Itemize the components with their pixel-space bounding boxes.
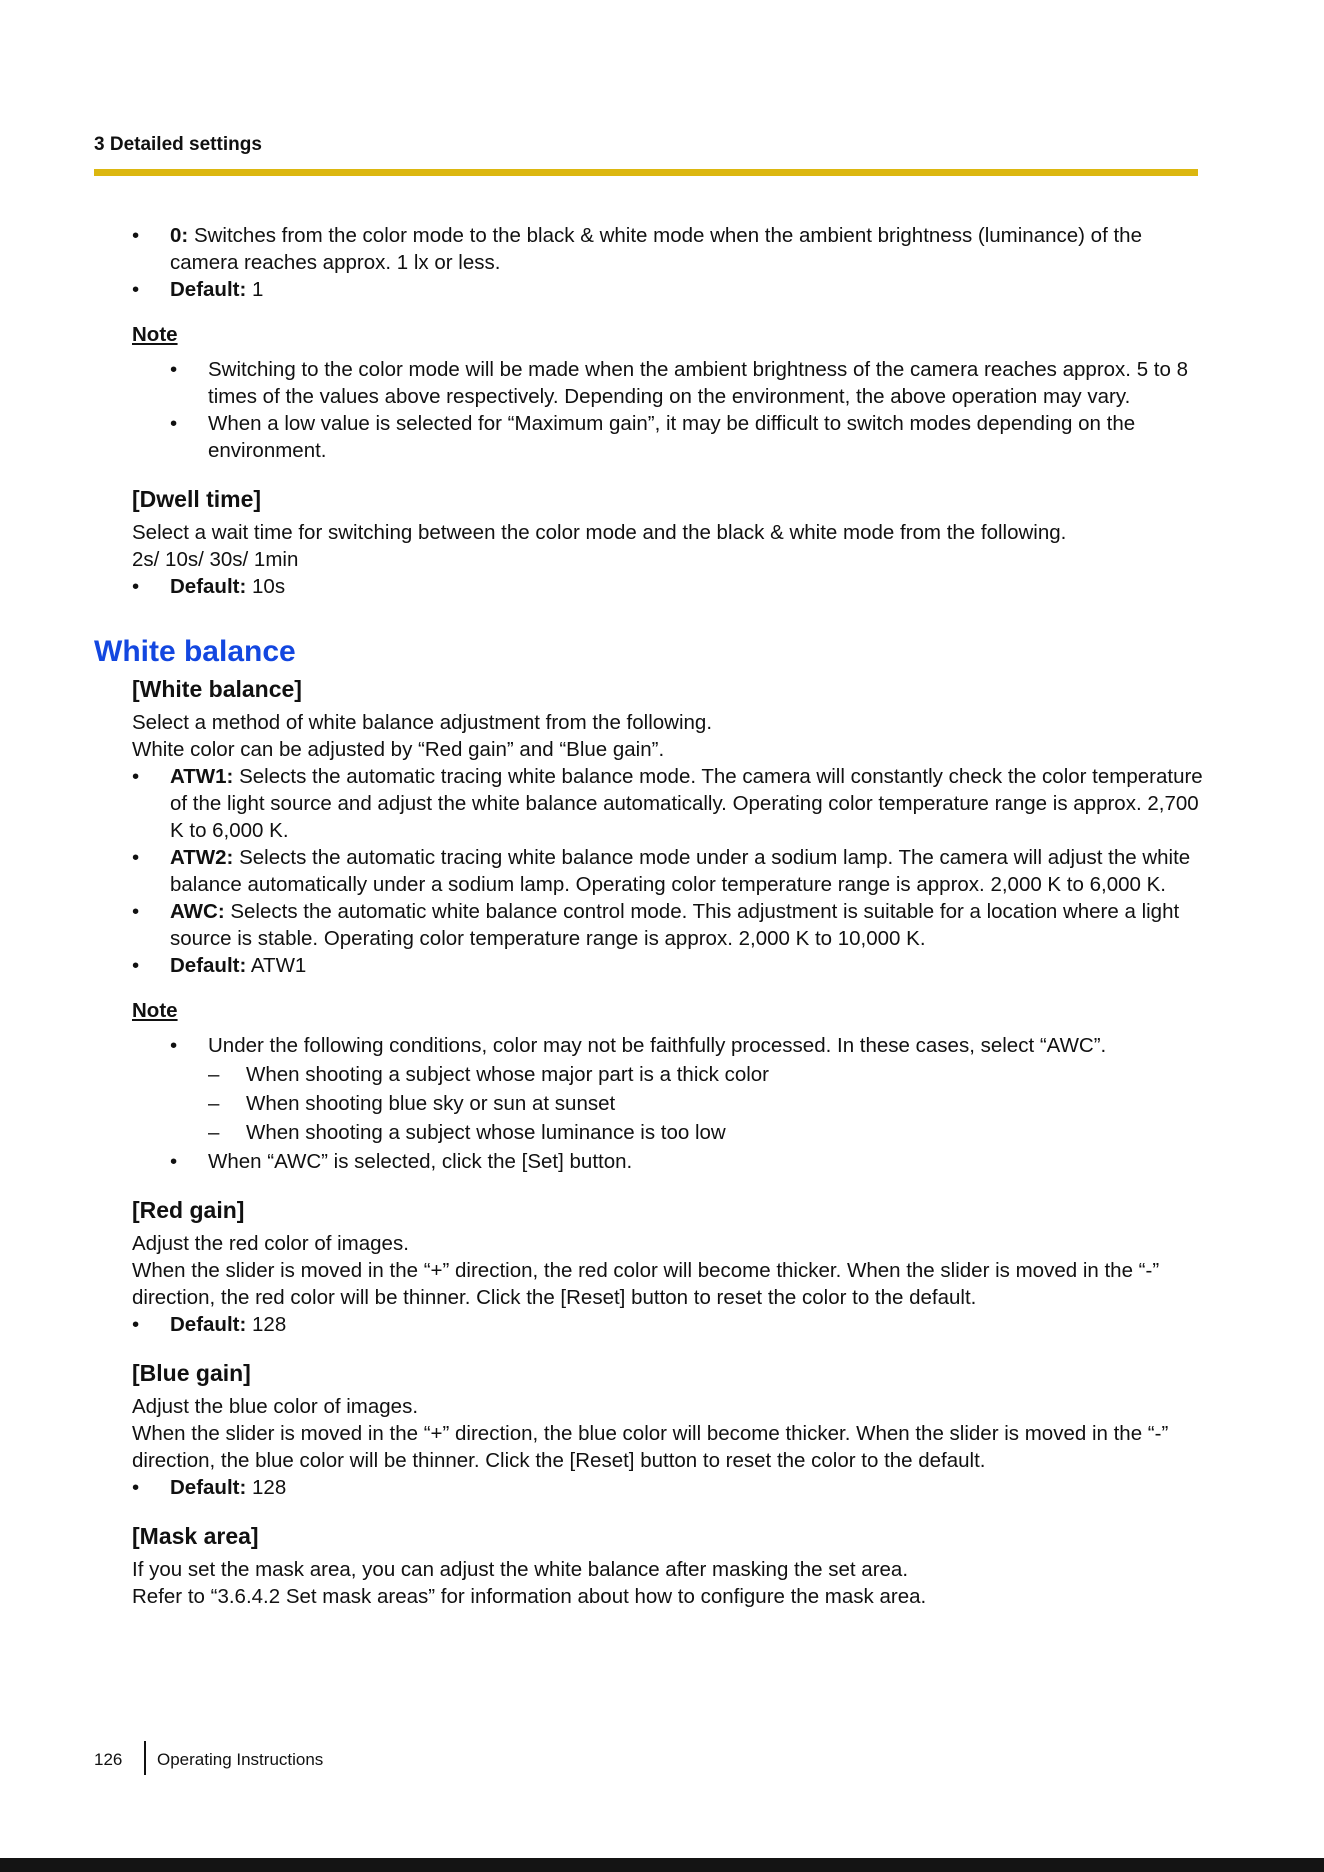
dash: – <box>208 1121 220 1144</box>
list-item: • Default: 128 <box>132 1313 287 1336</box>
note-label: Note <box>132 999 178 1022</box>
red-gain-heading: [Red gain] <box>132 1197 245 1223</box>
mask-area-heading: [Mask area] <box>132 1523 259 1549</box>
list-item: • ATW2: Selects the automatic tracing white balance mode under a sodium lamp. The camera will adjust the white balance automatically under a sodium lamp. Operating color temperature range is approx. 2,000 K to 6,000 K. <box>132 846 1191 896</box>
list-item: • Default: 10s <box>132 575 286 598</box>
red-gain-description: Adjust the red color of images. <box>132 1232 409 1255</box>
note-item: • When a low value is selected for “Maximum gain”, it may be difficult to switch modes depending on the environment. <box>170 412 1136 462</box>
note-item: • Switching to the color mode will be made when the ambient brightness of the camera reaches approx. 5 to 8 times of the values above respectively. Depending on the environment, the above operation may vary. <box>170 358 1188 408</box>
note-subitem: – When shooting a subject whose luminance is too low <box>208 1121 726 1144</box>
dash: – <box>208 1063 220 1086</box>
bullet: • <box>132 765 140 788</box>
note-label: Note <box>132 323 178 346</box>
bullet: • <box>132 224 140 247</box>
blue-gain-description: When the slider is moved in the “+” direction, the blue color will become thicker. When the slider is moved in the “-” direction, the blue color will be thinner. Click the [Reset] button to reset the color to the default. <box>132 1422 1169 1472</box>
dwell-time-heading: [Dwell time] <box>132 486 262 512</box>
mask-area-description: Refer to “3.6.4.2 Set mask areas” for information about how to configure the mask area. <box>132 1585 927 1608</box>
list-item: • ATW1: Selects the automatic tracing white balance mode. The camera will constantly check the color temperature of the light source and adjust the white balance automatically. Operating color temperature range is approx. 2,700 K to 6,000 K. <box>132 765 1203 842</box>
dash: – <box>208 1092 220 1115</box>
section-title-white-balance: White balance <box>94 635 296 668</box>
bullet: • <box>132 900 140 923</box>
page-number: 126 <box>94 1750 123 1769</box>
bullet: • <box>170 1150 178 1173</box>
note-item: • Under the following conditions, color may not be faithfully processed. In these cases, select “AWC”. <box>170 1034 1107 1057</box>
dwell-time-options: 2s/ 10s/ 30s/ 1min <box>132 548 299 571</box>
blue-gain-description: Adjust the blue color of images. <box>132 1395 419 1418</box>
mode-switch-block <box>94 222 1204 1610</box>
note-subitem: – When shooting blue sky or sun at sunset <box>208 1092 616 1115</box>
chapter-header: 3 Detailed settings <box>94 134 262 155</box>
page-bottom-edge <box>0 1858 1324 1872</box>
list-item: • Default: ATW1 <box>132 954 307 977</box>
note-subitem: – When shooting a subject whose major part is a thick color <box>208 1063 770 1086</box>
page-content <box>94 222 1204 1610</box>
list-item: • Default: 128 <box>132 1476 287 1499</box>
list-item: • AWC: Selects the automatic white balance control mode. This adjustment is suitable for a location where a light source is stable. Operating color temperature range is approx. 2,000 K to 10,000 K. <box>132 900 1180 950</box>
bullet: • <box>170 1034 178 1057</box>
footer-divider <box>144 1741 146 1775</box>
bullet: • <box>132 846 140 869</box>
blue-gain-heading: [Blue gain] <box>132 1360 251 1386</box>
white-balance-description: Select a method of white balance adjustment from the following. <box>132 711 713 734</box>
bullet: • <box>132 575 140 598</box>
bullet: • <box>170 358 178 381</box>
bullet: • <box>170 412 178 435</box>
list-item: • 0: Switches from the color mode to the black & white mode when the ambient brightness (luminance) of the camera reaches approx. 1 lx or less. <box>132 224 1142 274</box>
document-title: Operating Instructions <box>157 1750 324 1769</box>
list-item: • Default: 1 <box>132 278 264 301</box>
white-balance-heading: [White balance] <box>132 676 302 702</box>
note-item: • When “AWC” is selected, click the [Set] button. <box>170 1150 633 1173</box>
white-balance-description: White color can be adjusted by “Red gain” and “Blue gain”. <box>132 738 665 761</box>
red-gain-description: When the slider is moved in the “+” direction, the red color will become thicker. When the slider is moved in the “-” direction, the red color will be thinner. Click the [Reset] button to reset the color to the default. <box>132 1259 1160 1309</box>
bullet: • <box>132 1476 140 1499</box>
dwell-time-description: Select a wait time for switching between the color mode and the black & white mode from the following. <box>132 521 1067 544</box>
bullet: • <box>132 278 140 301</box>
bullet: • <box>132 1313 140 1336</box>
bullet: • <box>132 954 140 977</box>
mask-area-description: If you set the mask area, you can adjust the white balance after masking the set area. <box>132 1558 909 1581</box>
header-rule <box>94 169 1198 176</box>
